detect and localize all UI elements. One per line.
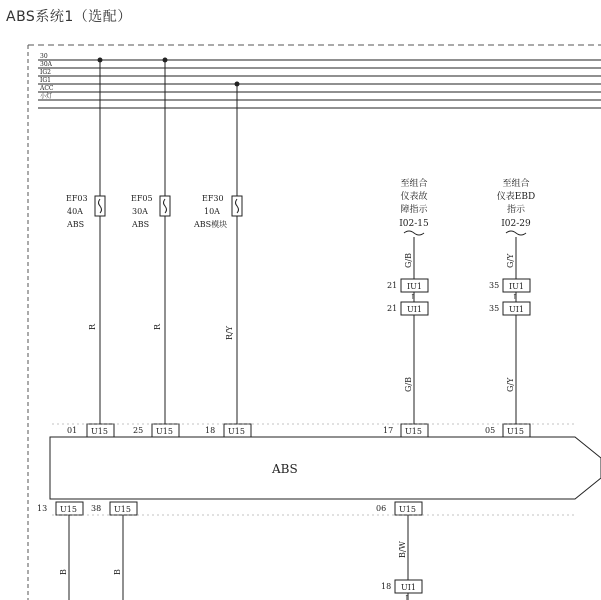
connector-label: U15 (399, 505, 416, 514)
connector-label: UI1 (407, 305, 422, 314)
destination-line: I02-29 (501, 219, 531, 229)
destination-line: 障指示 (400, 205, 428, 215)
fuse-id: EF30 (202, 194, 224, 203)
fuse-rating: 10A (204, 207, 220, 216)
pin-number: 35 (489, 304, 500, 313)
destination-line: 至组合 (502, 179, 530, 189)
fuse-ef05 (131, 194, 170, 229)
connector-label: UI1 (509, 305, 524, 314)
fuse-rating: 30A (132, 207, 148, 216)
connector-label: U15 (91, 427, 108, 436)
pin-number: 38 (91, 504, 102, 513)
abs-module (50, 437, 601, 499)
wire-color-label: B (59, 569, 68, 575)
rail-label: ACC (40, 85, 54, 92)
pin-number: 05 (485, 426, 496, 435)
pin-number: 18 (205, 426, 216, 435)
wire-color-label: R (153, 323, 162, 330)
signal-destination-2 (497, 177, 535, 229)
connector-label: U15 (405, 427, 422, 436)
wire-color-label: G/Y (506, 253, 515, 268)
pin-number: 01 (67, 426, 78, 435)
pin-number: 21 (387, 304, 398, 313)
connector-arrow-icon: ↑ (404, 594, 410, 600)
pin-number: 18 (381, 582, 392, 591)
wire-color-label: R (88, 323, 97, 330)
connector-label: U15 (114, 505, 131, 514)
connector-label: IU1 (509, 282, 524, 291)
wire-color-label: R/Y (225, 326, 234, 340)
connector-label: U15 (60, 505, 77, 514)
wire-color-label: G/B (404, 377, 413, 392)
module-bottom-pins (37, 502, 422, 515)
destination-line: 至组合 (400, 179, 428, 189)
fuse-ef03 (66, 194, 105, 229)
rail-label: 30A (40, 61, 52, 68)
connector-label: U15 (228, 427, 245, 436)
destination-line: 仪表EBD (496, 192, 536, 202)
fuse-ef30 (193, 194, 242, 229)
connector-label: UI1 (401, 583, 416, 592)
destination-line: 仪表故 (400, 192, 428, 202)
rail-label: 30 (40, 53, 48, 60)
connector-label: U15 (507, 427, 524, 436)
wire-color-label: B (113, 569, 122, 575)
rail-label: IG2 (40, 69, 51, 76)
rail-label: 小灯 (40, 93, 53, 100)
continuation-icon (506, 231, 526, 235)
wire-color-label: B/W (398, 541, 407, 558)
fuse-circuit: ABS模块 (194, 220, 228, 229)
connector-label: IU1 (407, 282, 422, 291)
destination-line: 指示 (506, 205, 526, 215)
destination-line: I02-15 (399, 219, 429, 229)
connector-arrow-icon: ↑ (410, 293, 416, 301)
fuse-id: EF05 (131, 194, 153, 203)
pin-number: 21 (387, 281, 398, 290)
fuse-id: EF03 (66, 194, 88, 203)
pin-number: 25 (133, 426, 144, 435)
pin-number: 13 (37, 504, 48, 513)
module-label: ABS (272, 462, 298, 476)
page-title: ABS系统1（选配） (6, 9, 132, 25)
signal-destination-1 (399, 177, 429, 229)
module-top-pins (67, 424, 530, 437)
pin-number: 35 (489, 281, 500, 290)
fuse-circuit: ABS (132, 220, 150, 229)
connector-label: U15 (156, 427, 173, 436)
rail-label: IG1 (40, 77, 51, 84)
wire-color-label: G/B (404, 253, 413, 268)
pin-number: 06 (376, 504, 387, 513)
fuse-circuit: ABS (67, 220, 85, 229)
power-rails (38, 53, 601, 108)
fuse-rating: 40A (67, 207, 83, 216)
wire-color-label: G/Y (506, 377, 515, 392)
continuation-icon (404, 231, 424, 235)
connector-arrow-icon: ↑ (512, 293, 518, 301)
pin-number: 17 (383, 426, 394, 435)
